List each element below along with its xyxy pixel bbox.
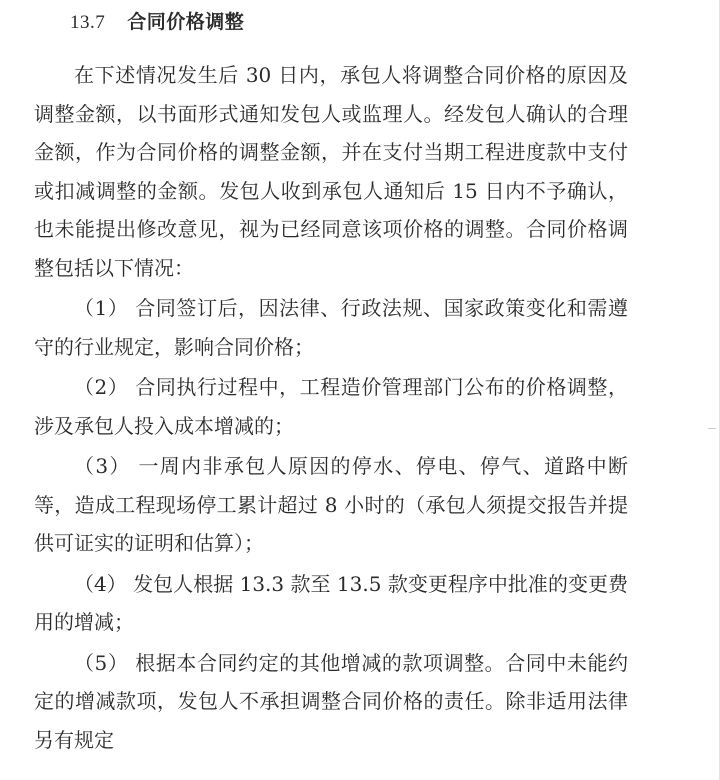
list-item-3: （3） 一周内非承包人原因的停水、停电、停气、道路中断等，造成工程现场停工累计超过 8 小时的（承包人须提交报告并提供可证实的证明和估算）； <box>34 454 628 555</box>
section-body <box>34 56 628 759</box>
section-heading <box>70 6 244 38</box>
page-edge-tick <box>708 428 716 429</box>
list-item-1: （1） 合同签订后，因法律、行政法规、国家政策变化和需遵守的行业规定，影响合同价格； <box>34 296 628 359</box>
list-item-5: （5） 根据本合同约定的其他增减的款项调整。合同中未能约定的增减款项，发包人不承担调整合同价格的责任。除非适用法律另有规定 <box>34 650 628 752</box>
section-number: 13.7 <box>70 12 106 33</box>
list-item-4: （4） 发包人根据 13.3 款至 13.5 款变更程序中批准的变更费用的增减； <box>34 571 628 634</box>
section-title: 合同价格调整 <box>127 11 245 33</box>
list-item-2: （2） 合同执行过程中，工程造价管理部门公布的价格调整，涉及承包人投入成本增减的； <box>34 375 628 438</box>
intro-paragraph: 在下述情况发生后 30 日内，承包人将调整合同价格的原因及调整金额，以书面形式通知发包人或监理人。经发包人确认的合理金额，作为合同价格的调整金额，并在支付当期工程进度款中支付或扣减调整的金额。发包人收到承包人通知后 15 日内不予确认，也未能提出修改意见，视为已经同意该项价格的调整。合同价格调整包括以下情况： <box>34 63 628 280</box>
